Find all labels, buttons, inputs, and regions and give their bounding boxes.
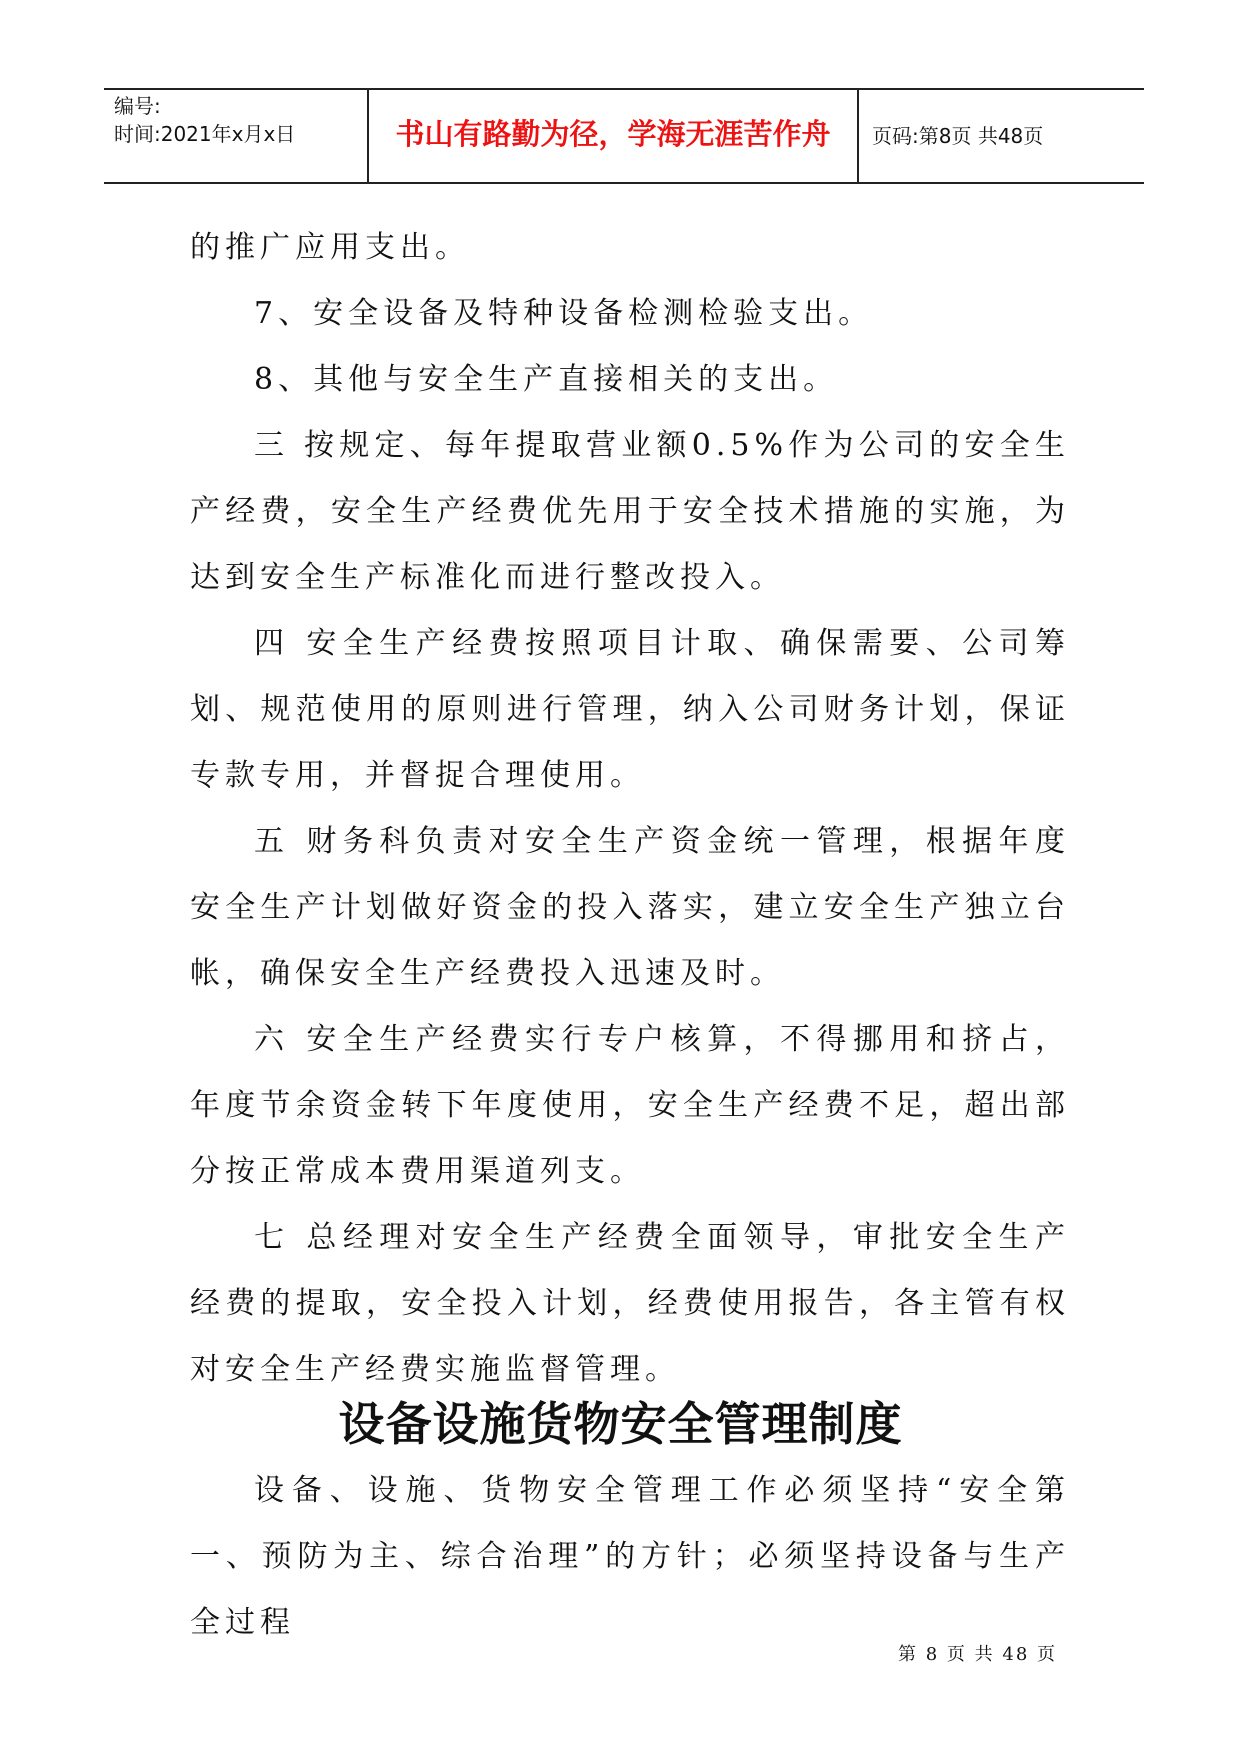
header-motto: 书山有路勤为径，学海无涯苦作舟 (395, 117, 831, 151)
section-title: 设备设施货物安全管理制度 (338, 1397, 903, 1451)
document-header (104, 88, 1144, 184)
header-divider-right (857, 88, 859, 184)
page-footer: 第 8 页 共 48 页 (898, 1644, 1057, 1665)
header-bottom-rule (104, 182, 1144, 184)
paragraph-section-3: 三 按规定、每年提取营业额0.5%作为公司的安全生产经费，安全生产经费优先用于安全技术措施的实施，为达到安全生产标准化而进行整改投入。 (190, 428, 1070, 595)
paragraph-section-4: 四 安全生产经费按照项目计取、确保需要、公司筹划、规范使用的原则进行管理，纳入公司财务计划，保证专款专用，并督捉合理使用。 (190, 626, 1070, 793)
number-label: 编号: (114, 94, 161, 118)
section-body (190, 1458, 1070, 1656)
paragraph-section-7: 七 总经理对安全生产经费全面领导，审批安全生产经费的提取，安全投入计划，经费使用报告，各主管有权对安全生产经费实施监督管理。 (190, 1220, 1070, 1387)
header-meta (114, 92, 364, 148)
header-top-rule (104, 88, 1144, 90)
section-intro-paragraph: 设备、设施、货物安全管理工作必须坚持“安全第一、预防为主、综合治理”的方针；必须坚持设备与生产全过程 (190, 1473, 1070, 1640)
time-label: 时间:2021年x月x日 (114, 122, 296, 146)
paragraph-item-7: 7、安全设备及特种设备检测检验支出。 (254, 296, 874, 331)
header-page-label: 页码:第8页 共48页 (872, 124, 1044, 148)
paragraph-section-5: 五 财务科负责对安全生产资金统一管理，根据年度安全生产计划做好资金的投入落实，建立安全生产独立台帐，确保安全生产经费投入迅速及时。 (190, 824, 1070, 991)
paragraph-continuation: 的推广应用支出。 (190, 230, 470, 265)
paragraph-section-6: 六 安全生产经费实行专户核算，不得挪用和挤占，年度节余资金转下年度使用，安全生产经费不足，超出部分按正常成本费用渠道列支。 (190, 1022, 1070, 1189)
body-text (190, 215, 1070, 1403)
paragraph-item-8: 8、其他与安全生产直接相关的支出。 (254, 362, 839, 397)
